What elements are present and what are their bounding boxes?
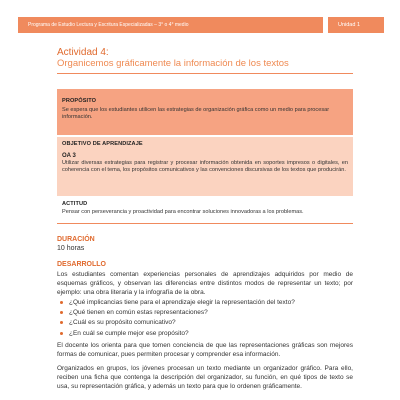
title-divider bbox=[57, 73, 353, 74]
list-item: ¿Qué tienen en común estas representaciones? bbox=[57, 308, 353, 317]
development-paragraph-3: Organizados en grupos, los jóvenes procesan un texto mediante un organizador gráfico. Para ello, reciben una ficha que contenga la descripción del organizador, su función, en qué tipos de texto se usa, su representación gráfica, y además un texto para que lo ordenen gráficamente. bbox=[57, 365, 353, 390]
purpose-box bbox=[57, 89, 353, 135]
list-item: ¿En cuál se cumple mejor ese propósito? bbox=[57, 329, 353, 338]
objective-code: OA 3 bbox=[62, 153, 76, 159]
purpose-label: PROPÓSITO bbox=[62, 98, 97, 104]
activity-subtitle: Organicemos gráficamente la información de los textos bbox=[57, 58, 289, 69]
purpose-text: Se espera que los estudiantes utilicen las estrategias de organización gráfica como un medio para procesar información. bbox=[62, 107, 330, 121]
development-paragraph-2: El docente los orienta para que tomen conciencia de que las representaciones gráficas son mejores formas de comunicar, pues permiten procesar y comprender esa información. bbox=[57, 342, 353, 358]
list-item: ¿Cuál es su propósito comunicativo? bbox=[57, 318, 353, 327]
development-heading: DESARROLLO bbox=[57, 261, 106, 268]
objective-text: Utilizar diversas estrategias para registrar y procesar información obtenida en soportes impresos o digitales, en coherencia con el tema, los propósitos comunicativos y las convenciones discursivas de los textos que producirán. bbox=[62, 160, 348, 174]
activity-title: Actividad 4: bbox=[57, 47, 109, 58]
objective-box bbox=[57, 137, 353, 196]
question-list bbox=[57, 298, 353, 339]
attitude-label: ACTITUD bbox=[62, 201, 88, 207]
program-title: Programa de Estudio Lectura y Escritura Especializadas – 3° o 4° medio bbox=[18, 17, 323, 33]
objective-label: OBJETIVO DE APRENDIZAJE bbox=[62, 141, 143, 147]
attitude-box bbox=[57, 198, 353, 224]
duration-heading: DURACIÓN bbox=[57, 236, 95, 243]
development-intro: Los estudiantes comentan experiencias personales de aprendizajes adquiridos por medio de esquemas gráficos, y observan las diferencias entre distintos modos de representar un texto; por ejemplo: una obra literaria y la infografía de la obra. bbox=[57, 271, 353, 296]
duration-value: 10 horas bbox=[57, 245, 85, 252]
attitude-text: Pensar con perseverancia y proactividad para encontrar soluciones innovadoras a los problemas. bbox=[62, 209, 304, 215]
unit-badge: Unidad 1 bbox=[328, 17, 384, 33]
page-header bbox=[0, 0, 400, 33]
list-item: ¿Qué implicancias tiene para el aprendizaje elegir la representación del texto? bbox=[57, 298, 353, 307]
